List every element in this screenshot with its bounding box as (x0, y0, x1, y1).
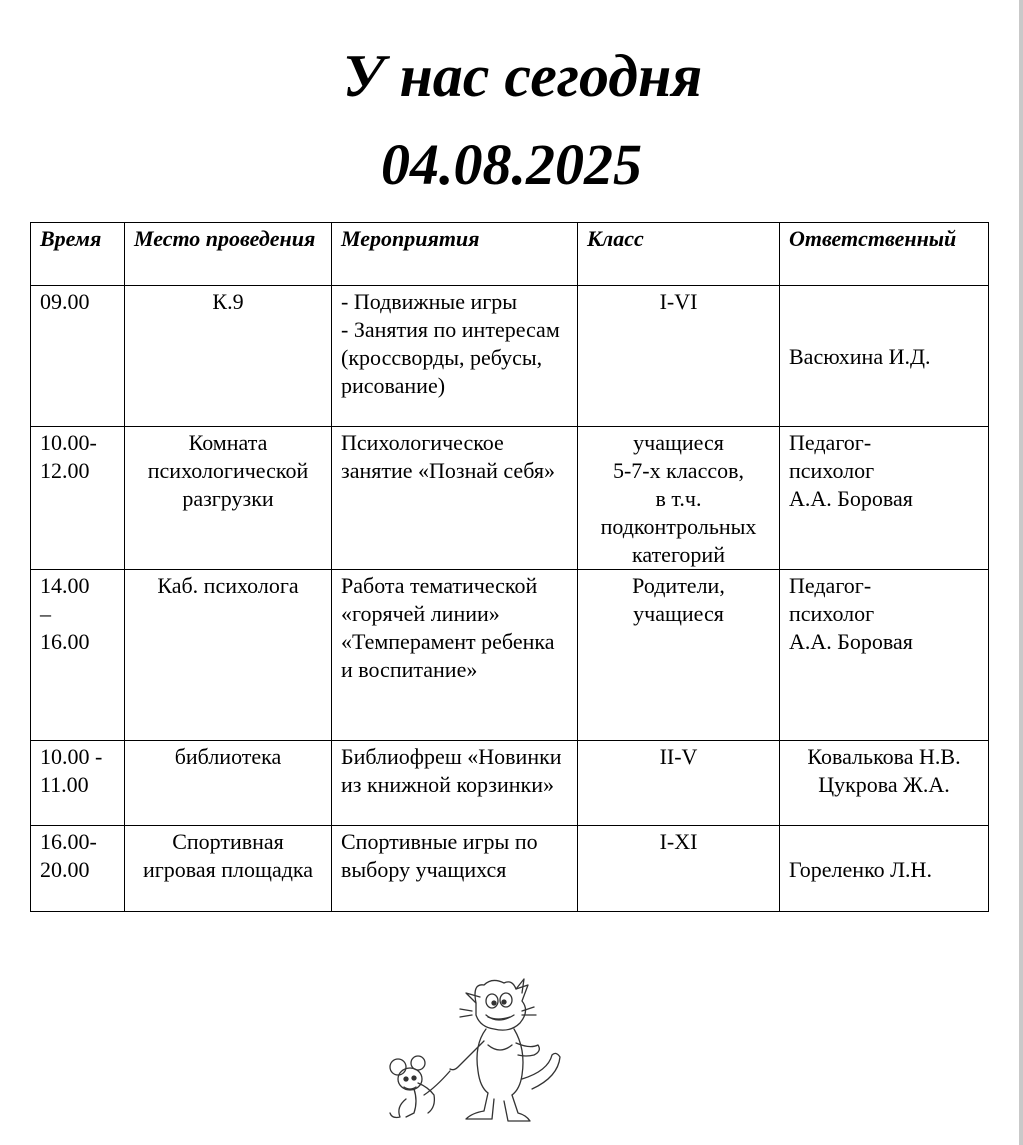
cell-place: Каб. психолога (125, 570, 332, 741)
header-responsible: Ответственный (780, 223, 989, 286)
table-header-row (31, 223, 989, 286)
table-row (31, 741, 989, 826)
schedule-table (30, 222, 989, 912)
cell-class: II-V (578, 741, 780, 826)
cell-event: Работа тематической «горячей линии» «Темперамент ребенка и воспитание» (332, 570, 578, 741)
cell-time: 16.00- 20.00 (31, 826, 125, 912)
cell-time: 14.00 – 16.00 (31, 570, 125, 741)
table-row (31, 570, 989, 741)
cell-place: Комната психологической разгрузки (125, 427, 332, 570)
table-row (31, 286, 989, 427)
cell-responsible: Педагог- психолог А.А. Боровая (780, 427, 989, 570)
cell-class: I-XI (578, 826, 780, 912)
cell-responsible: Гореленко Л.Н. (780, 826, 989, 912)
cell-responsible: Педагог- психолог А.А. Боровая (780, 570, 989, 741)
table-row (31, 826, 989, 912)
cell-place: Спортивная игровая площадка (125, 826, 332, 912)
cat-and-mouse-illustration (388, 975, 578, 1125)
cell-time: 10.00 - 11.00 (31, 741, 125, 826)
header-event: Мероприятия (332, 223, 578, 286)
cell-event: Библиофреш «Новинки из книжной корзинки» (332, 741, 578, 826)
cell-place: К.9 (125, 286, 332, 427)
cell-class: Родители, учащиеся (578, 570, 780, 741)
cell-class: I-VI (578, 286, 780, 427)
cell-responsible: Ковалькова Н.В. Цукрова Ж.А. (780, 741, 989, 826)
cell-time: 10.00- 12.00 (31, 427, 125, 570)
table-row (31, 427, 989, 570)
header-class: Класс (578, 223, 780, 286)
header-time: Время (31, 223, 125, 286)
page-date: 04.08.2025 (381, 132, 642, 197)
cell-place: библиотека (125, 741, 332, 826)
page-title: У нас сегодня (342, 43, 703, 109)
cell-event: Психологическое занятие «Познай себя» (332, 427, 578, 570)
header-place: Место проведения (125, 223, 332, 286)
cell-event: - Подвижные игры - Занятия по интересам (кроссворды, ребусы, рисование) (332, 286, 578, 427)
cell-event: Спортивные игры по выбору учащихся (332, 826, 578, 912)
cell-class: учащиеся 5-7-х классов, в т.ч. подконтрольных категорий (578, 427, 780, 570)
cell-time: 09.00 (31, 286, 125, 427)
cell-responsible: Васюхина И.Д. (780, 286, 989, 427)
